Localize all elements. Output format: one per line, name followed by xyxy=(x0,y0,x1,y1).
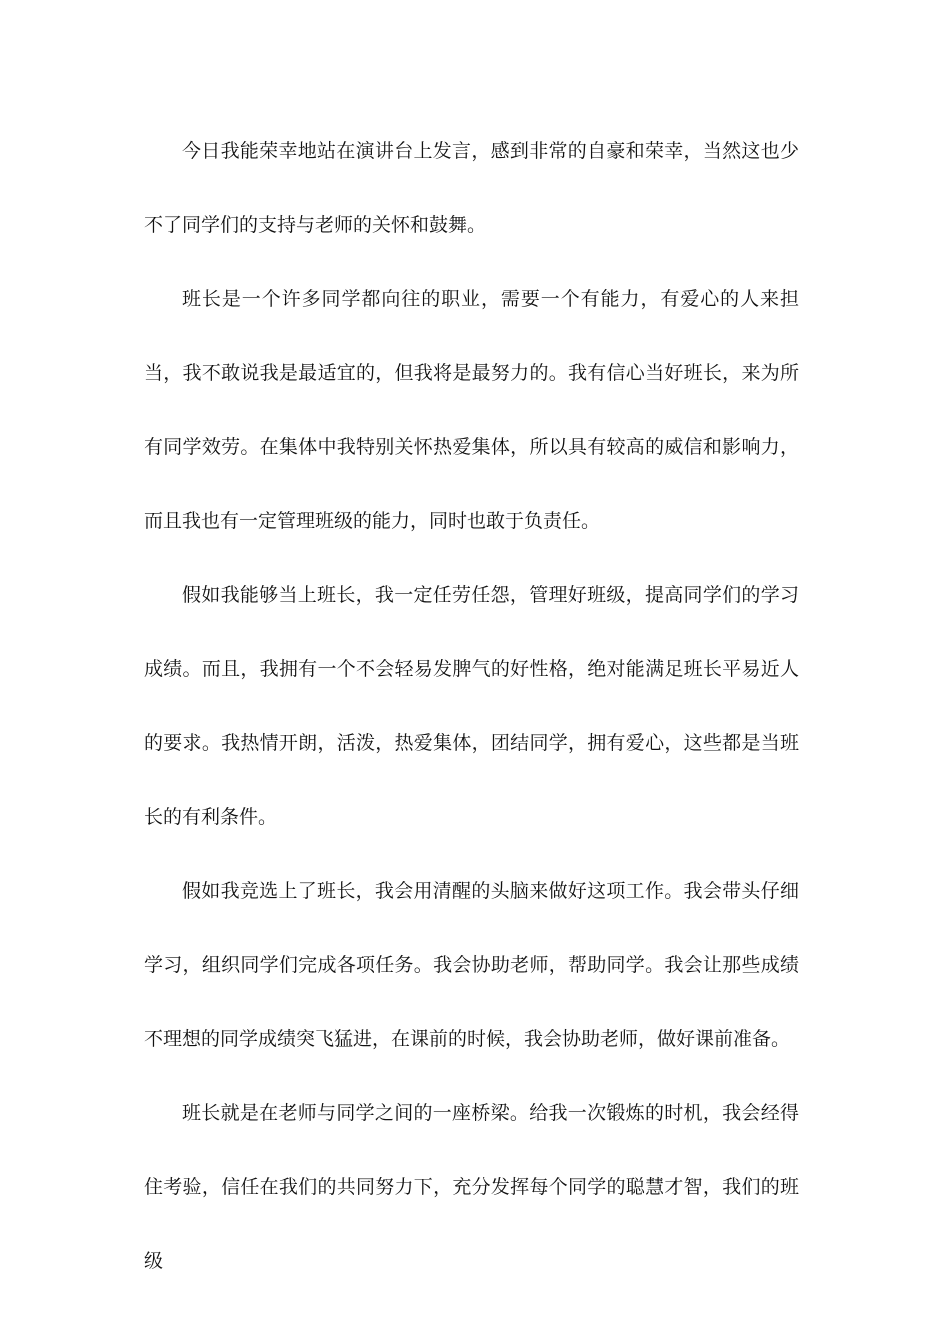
paragraph-1: 今日我能荣幸地站在演讲台上发言，感到非常的自豪和荣幸，当然这也少不了同学们的支持与老师的关怀和鼓舞。 xyxy=(144,140,799,236)
document-body xyxy=(144,114,799,1298)
paragraph-4: 假如我竞选上了班长，我会用清醒的头脑来做好这项工作。我会带头仔细学习，组织同学们完成各项任务。我会协助老师，帮助同学。我会让那些成绩不理想的同学成绩突飞猛进，在课前的时候，我会协助老师，做好课前准备。 xyxy=(144,880,799,1050)
paragraph-2: 班长是一个许多同学都向往的职业，需要一个有能力，有爱心的人来担当，我不敢说我是最适宜的，但我将是最努力的。我有信心当好班长，来为所有同学效劳。在集体中我特别关怀热爱集体，所以具有较高的威信和影响力，而且我也有一定管理班级的能力，同时也敢于负责任。 xyxy=(144,288,799,532)
paragraph-3: 假如我能够当上班长，我一定任劳任怨，管理好班级，提高同学们的学习成绩。而且，我拥有一个不会轻易发脾气的好性格，绝对能满足班长平易近人的要求。我热情开朗，活泼，热爱集体，团结同学，拥有爱心，这些都是当班长的有利条件。 xyxy=(144,584,799,828)
paragraph-5: 班长就是在老师与同学之间的一座桥梁。给我一次锻炼的时机，我会经得住考验，信任在我们的共同努力下，充分发挥每个同学的聪慧才智，我们的班级 xyxy=(144,1102,799,1272)
